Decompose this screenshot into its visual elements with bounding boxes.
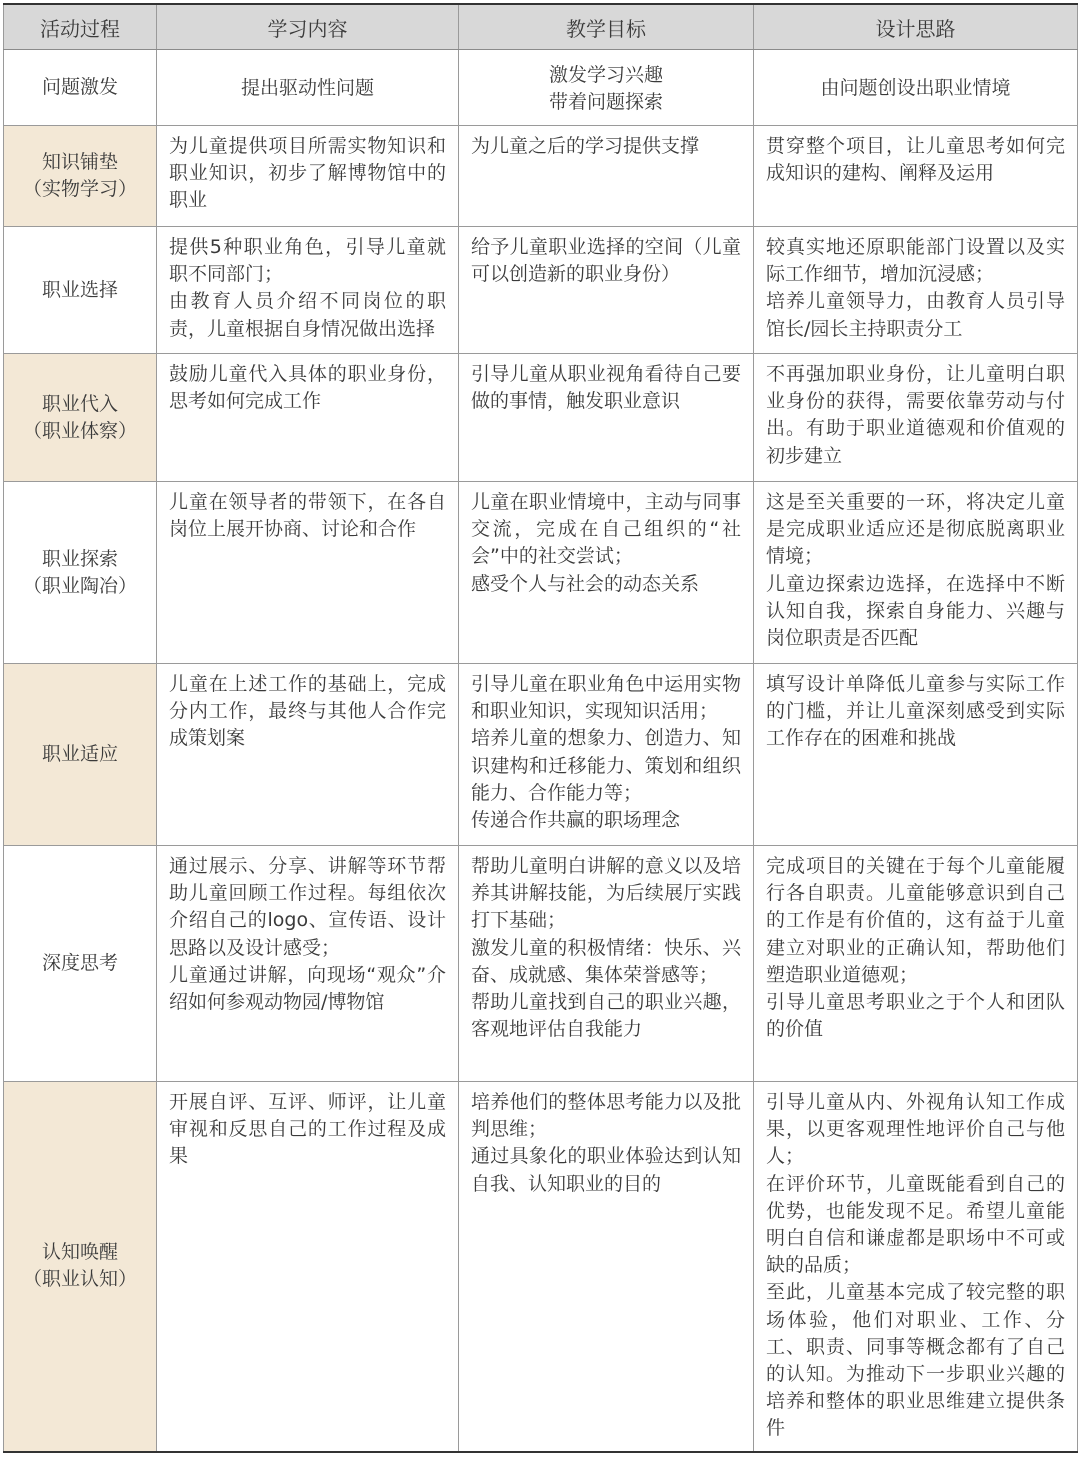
table-row: [4, 482, 1078, 664]
row-content: 鼓励儿童代入具体的职业身份，思考如何完成工作: [157, 354, 459, 482]
row-content: 为儿童提供项目所需实物知识和职业知识，初步了解博物馆中的职业: [157, 126, 459, 227]
row-design: 贯穿整个项目，让儿童思考如何完成知识的建构、阐释及运用: [754, 126, 1078, 227]
row-goal: 给予儿童职业选择的空间（儿童可以创造新的职业身份）: [459, 227, 754, 354]
row-content: 开展自评、互评、师评，让儿童审视和反思自己的工作过程及成果: [157, 1082, 459, 1452]
row-design: 这是至关重要的一环，将决定儿童是完成职业适应还是彻底脱离职业情境； 儿童边探索边选择，在选择中不断认知自我，探索自身能力、兴趣与岗位职责是否匹配: [754, 482, 1078, 664]
row-content: 提出驱动性问题: [157, 50, 459, 126]
table-row: [4, 126, 1078, 227]
row-stage: 职业选择: [4, 227, 157, 354]
row-stage: 职业探索 （职业陶冶）: [4, 482, 157, 664]
table-row: [4, 664, 1078, 846]
row-design: 较真实地还原职能部门设置以及实际工作细节，增加沉浸感； 培养儿童领导力，由教育人员引导馆长/园长主持职责分工: [754, 227, 1078, 354]
row-stage: 知识铺垫 （实物学习）: [4, 126, 157, 227]
row-stage: 职业代入 （职业体察）: [4, 354, 157, 482]
row-stage: 认知唤醒 （职业认知）: [4, 1082, 157, 1452]
row-design: 不再强加职业身份，让儿童明白职业身份的获得，需要依靠劳动与付出。有助于职业道德观和价值观的初步建立: [754, 354, 1078, 482]
row-goal: 帮助儿童明白讲解的意义以及培养其讲解技能，为后续展厅实践打下基础； 激发儿童的积极情绪：快乐、兴奋、成就感、集体荣誉感等； 帮助儿童找到自己的职业兴趣，客观地评估自我能力: [459, 846, 754, 1082]
row-design: 引导儿童从内、外视角认知工作成果，以更客观理性地评价自己与他人； 在评价环节，儿童既能看到自己的优势，也能发现不足。希望儿童能明白自信和谦虚都是职场中不可或缺的品质； 至此，儿童基本完成了较完整的职场体验，他们对职业、工作、分工、职责、同事等概念都有了自己的认知。为推动下一步职业兴趣的培养和整体的职业思维建立提供条件: [754, 1082, 1078, 1452]
header-goal: 教学目标: [459, 4, 754, 50]
row-goal: 引导儿童在职业角色中运用实物和职业知识，实现知识活用； 培养儿童的想象力、创造力、知识建构和迁移能力、策划和组织能力、合作能力等； 传递合作共赢的职场理念: [459, 664, 754, 846]
activity-table: [3, 3, 1078, 1453]
row-content: 提供5种职业角色，引导儿童就职不同部门； 由教育人员介绍不同岗位的职责，儿童根据自身情况做出选择: [157, 227, 459, 354]
table-row: [4, 1082, 1078, 1452]
row-content: 儿童在上述工作的基础上，完成分内工作，最终与其他人合作完成策划案: [157, 664, 459, 846]
row-design: 填写设计单降低儿童参与实际工作的门槛，并让儿童深刻感受到实际工作存在的困难和挑战: [754, 664, 1078, 846]
table-row: [4, 846, 1078, 1082]
row-goal: 儿童在职业情境中，主动与同事交流，完成在自己组织的“社会”中的社交尝试； 感受个人与社会的动态关系: [459, 482, 754, 664]
row-goal: 为儿童之后的学习提供支撑: [459, 126, 754, 227]
row-stage: 问题激发: [4, 50, 157, 126]
row-goal: 引导儿童从职业视角看待自己要做的事情，触发职业意识: [459, 354, 754, 482]
row-design: 完成项目的关键在于每个儿童能履行各自职责。儿童能够意识到自己的工作是有价值的，这有益于儿童建立对职业的正确认知，帮助他们塑造职业道德观； 引导儿童思考职业之于个人和团队的价值: [754, 846, 1078, 1082]
header-stage: 活动过程: [4, 4, 157, 50]
header-design: 设计思路: [754, 4, 1078, 50]
table-header-row: [4, 4, 1078, 50]
row-goal: 培养他们的整体思考能力以及批判思维； 通过具象化的职业体验达到认知自我、认知职业的目的: [459, 1082, 754, 1452]
row-stage: 职业适应: [4, 664, 157, 846]
table-row: [4, 354, 1078, 482]
table-row: [4, 50, 1078, 126]
row-design: 由问题创设出职业情境: [754, 50, 1078, 126]
header-content: 学习内容: [157, 4, 459, 50]
row-stage: 深度思考: [4, 846, 157, 1082]
table-row: [4, 227, 1078, 354]
row-goal: 激发学习兴趣 带着问题探索: [459, 50, 754, 126]
row-content: 通过展示、分享、讲解等环节帮助儿童回顾工作过程。每组依次介绍自己的logo、宣传语、设计思路以及设计感受； 儿童通过讲解，向现场“观众”介绍如何参观动物园/博物馆: [157, 846, 459, 1082]
row-content: 儿童在领导者的带领下，在各自岗位上展开协商、讨论和合作: [157, 482, 459, 664]
